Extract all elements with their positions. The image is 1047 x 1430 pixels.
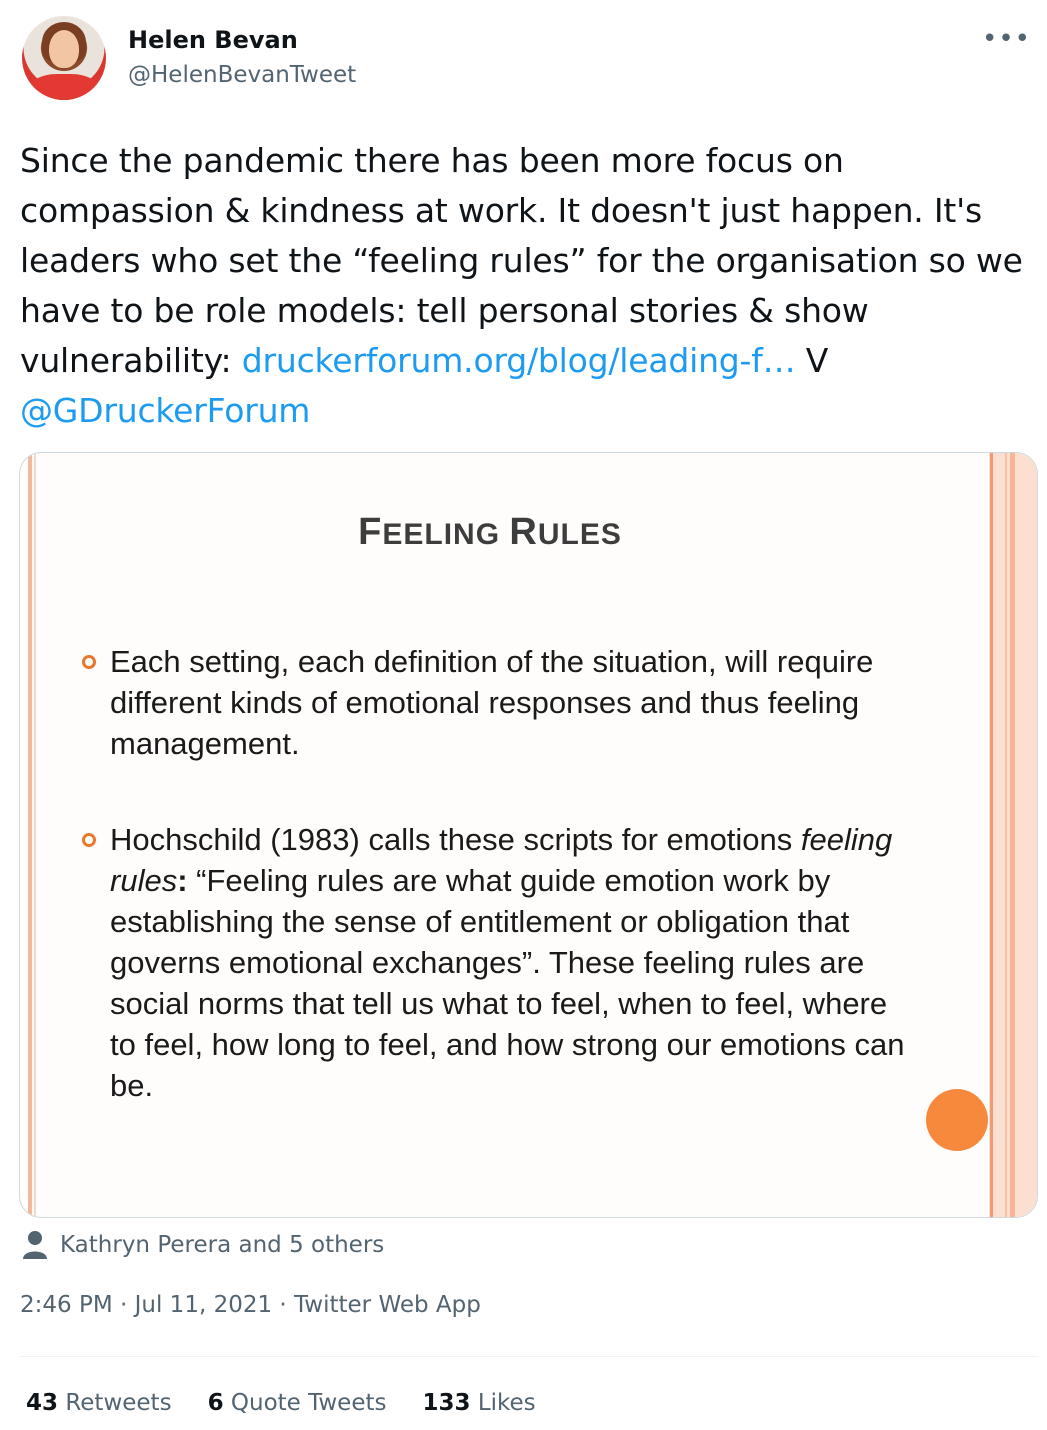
- social-context-text: Kathryn Perera and 5 others: [60, 1232, 385, 1258]
- slide-stripe: [1005, 453, 1007, 1217]
- tweet-image[interactable]: [19, 452, 1038, 1218]
- divider: [20, 1356, 1037, 1357]
- slide-stripe: [1010, 453, 1015, 1217]
- slide-title-rest: ULES: [537, 518, 622, 551]
- slide-title-rest: EELING: [382, 518, 510, 551]
- tweet-via: V: [795, 341, 829, 380]
- meta-separator: ·: [272, 1292, 295, 1318]
- tweet-source[interactable]: Twitter Web App: [294, 1292, 481, 1318]
- slide-title: [20, 511, 960, 554]
- more-dots-icon[interactable]: •••: [981, 24, 1031, 54]
- slide-stripe: [34, 453, 36, 1217]
- slide-title-cap: R: [509, 511, 538, 553]
- likes-stat[interactable]: [422, 1390, 535, 1416]
- meta-separator: ·: [112, 1292, 135, 1318]
- slide-bullet-italic: feeling rules: [110, 822, 893, 898]
- retweets-stat[interactable]: [26, 1390, 172, 1416]
- quotes-label: Quote Tweets: [230, 1390, 387, 1416]
- tweet-meta: [20, 1292, 481, 1318]
- tweet-stats: [26, 1390, 536, 1416]
- tweet-link[interactable]: druckerforum.org/blog/leading-f…: [241, 341, 796, 380]
- slide-bullet-text: Each setting, each definition of the situation, will require different kinds of emotional responses and thus feeling management.: [110, 644, 874, 761]
- bullet-circle-icon: [82, 655, 96, 669]
- slide-stripe: [28, 453, 32, 1217]
- slide-bullet-text: Hochschild (1983) calls these scripts for emotions: [110, 822, 801, 857]
- slide-title-cap: F: [358, 511, 383, 553]
- tweet-mention[interactable]: @GDruckerForum: [20, 391, 311, 430]
- retweets-label: Retweets: [65, 1390, 172, 1416]
- avatar-face: [49, 30, 79, 68]
- slide-bullet: [110, 819, 910, 1106]
- slide-stripe: [990, 453, 993, 1217]
- slide-bullet-text: “Feeling rules are what guide emotion work by establishing the sense of entitlement or obligation that governs emotional exchanges”. These feeling rules are social norms that tell us what to feel, when to feel, where to feel, how long to feel, and how strong our emotions can be.: [110, 863, 905, 1103]
- slide-bullet: [110, 641, 910, 764]
- avatar[interactable]: [22, 16, 106, 100]
- retweets-count: 43: [26, 1390, 59, 1416]
- tweet-text: [20, 136, 1035, 436]
- tweet-time[interactable]: 2:46 PM: [20, 1292, 113, 1318]
- social-context[interactable]: [22, 1230, 384, 1260]
- avatar-shirt: [28, 74, 100, 100]
- quote-tweets-stat[interactable]: [208, 1390, 387, 1416]
- tweet-date[interactable]: Jul 11, 2021: [134, 1292, 273, 1318]
- slide-bullet-colon: :: [177, 863, 188, 898]
- bullet-circle-icon: [82, 833, 96, 847]
- author-name[interactable]: Helen Bevan: [128, 26, 298, 54]
- decorative-circle-icon: [926, 1089, 988, 1151]
- tweet-body: Since the pandemic there has been more focus on compassion & kindness at work. It doesn't just happen. It's leaders who set the “feeling rules” for the organisation so we have to be role models: tell personal stories & show vulnerability:: [20, 141, 1023, 380]
- quotes-count: 6: [207, 1390, 224, 1416]
- person-icon: [22, 1230, 48, 1260]
- likes-label: Likes: [477, 1390, 536, 1416]
- likes-count: 133: [422, 1390, 471, 1416]
- author-handle[interactable]: @HelenBevanTweet: [128, 62, 357, 88]
